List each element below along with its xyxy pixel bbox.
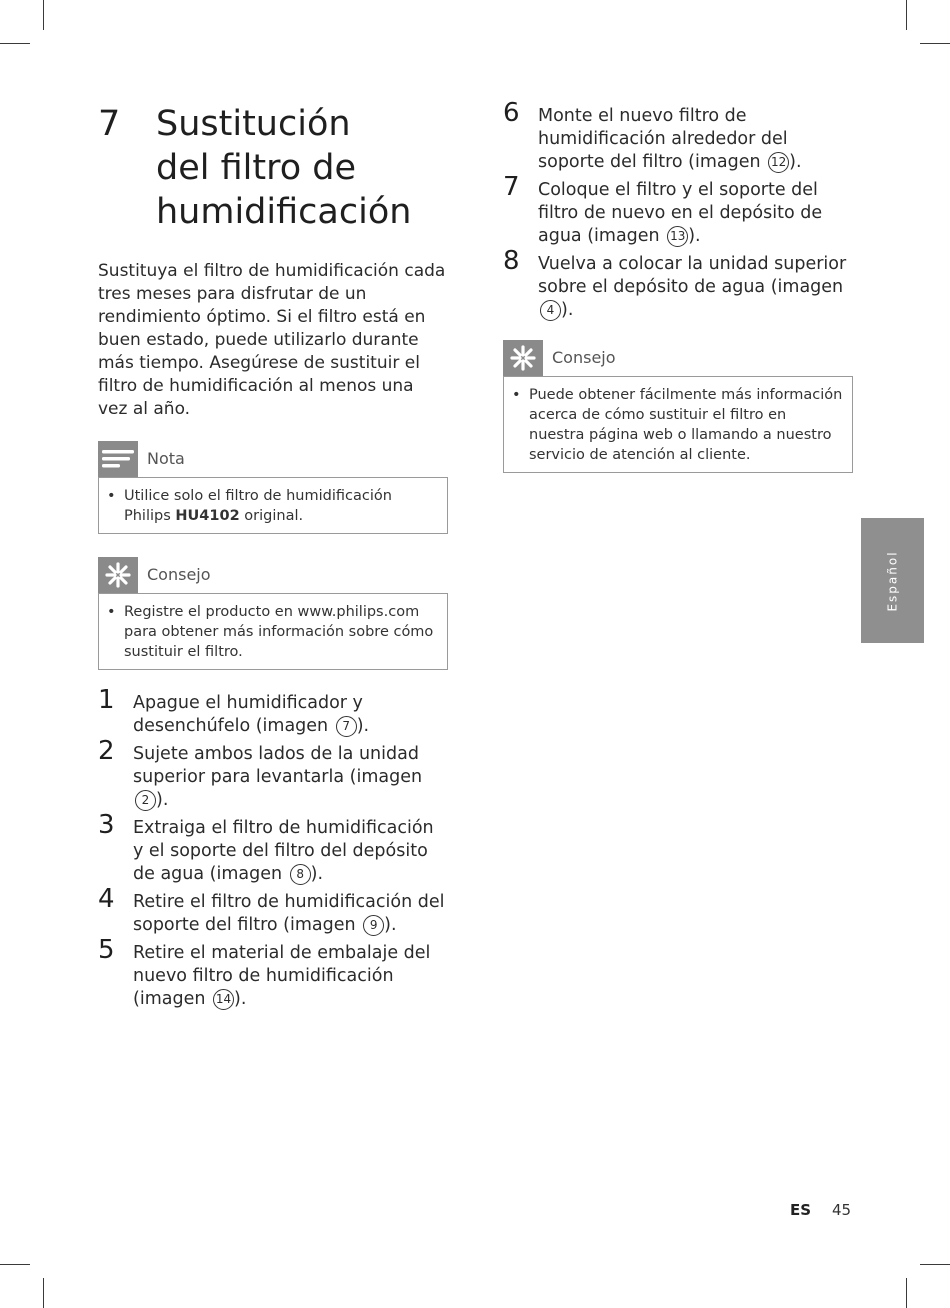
step-text-end: ). — [789, 152, 802, 172]
section-title — [156, 102, 456, 234]
note-title: Nota — [147, 449, 185, 468]
figure-ref-badge: 8 — [290, 864, 311, 885]
list-item — [107, 486, 439, 526]
section-number: 7 — [98, 104, 121, 144]
step-text-part: Sujete ambos lados de la unidad superior para levantarla (imagen — [133, 744, 423, 787]
list-item — [107, 602, 439, 662]
tip-asterisk-icon — [98, 557, 138, 593]
section-title-line: Sustitución — [156, 104, 351, 144]
bullet-dot: • — [107, 604, 116, 620]
crop-mark — [0, 1264, 30, 1265]
step-number: 3 — [98, 810, 115, 840]
tip-text: Puede obtener fácilmente más información acerca de cómo sustituir el filtro en nuestra página web o llamando a nuestro servicio de atención al cliente. — [529, 387, 843, 463]
section-title-line: del filtro de — [156, 148, 357, 188]
step-text — [133, 692, 448, 738]
step-item — [98, 685, 448, 738]
step-text — [133, 942, 448, 1011]
note-lines-icon — [98, 441, 138, 477]
note-box — [98, 441, 448, 534]
figure-ref-badge: 2 — [135, 790, 156, 811]
step-text-part: Retire el filtro de humidificación del soporte del filtro (imagen — [133, 892, 445, 935]
step-text-part: Monte el nuevo filtro de humidificación alrededor del soporte del filtro (imagen — [538, 106, 788, 172]
note-text-part: original. — [239, 508, 304, 524]
step-number: 8 — [503, 246, 520, 276]
step-text-part: Coloque el filtro y el soporte del filtro de nuevo en el depósito de agua (imagen — [538, 180, 823, 246]
step-text-part: Retire el material de embalaje del nuevo filtro de humidificación (imagen — [133, 943, 431, 1009]
language-side-tab — [861, 518, 924, 643]
step-text — [538, 253, 853, 322]
page-footer — [790, 1201, 860, 1219]
step-number: 2 — [98, 736, 115, 766]
step-text — [538, 105, 853, 174]
step-text — [133, 891, 448, 937]
section-heading — [98, 100, 448, 240]
steps-list-right — [503, 98, 853, 322]
step-text-end: ). — [688, 226, 701, 246]
step-text-end: ). — [561, 300, 574, 320]
step-item — [98, 884, 448, 937]
step-number: 5 — [98, 935, 115, 965]
bullet-dot: • — [107, 488, 116, 504]
crop-mark — [906, 0, 907, 30]
tip-body — [503, 376, 853, 473]
tip-header — [98, 557, 448, 593]
step-text-part: Apague el humidificador y desenchúfelo (imagen — [133, 693, 363, 736]
step-number: 7 — [503, 172, 520, 202]
section-title-line: humidificación — [156, 192, 412, 232]
step-number: 6 — [503, 98, 520, 128]
crop-mark — [43, 0, 44, 30]
step-text-end: ). — [234, 989, 247, 1009]
tip-text: Registre el producto en www.philips.com para obtener más información sobre cómo sustituir el filtro. — [124, 604, 434, 660]
page-number: 45 — [832, 1201, 852, 1219]
step-item — [503, 98, 853, 174]
step-number: 4 — [98, 884, 115, 914]
language-tab-label: Español — [885, 549, 900, 612]
step-item — [98, 810, 448, 886]
note-header — [98, 441, 448, 477]
crop-mark — [43, 1278, 44, 1308]
tip-header — [503, 340, 853, 376]
step-text — [133, 817, 448, 886]
step-text-end: ). — [356, 716, 370, 736]
left-column — [98, 100, 448, 1016]
tip-box — [98, 557, 448, 670]
figure-ref-badge: 13 — [667, 226, 688, 247]
step-text-part: Extraiga el filtro de humidificación y el soporte del filtro del depósito de agua (imagen — [133, 818, 434, 884]
tip-asterisk-icon — [503, 340, 543, 376]
figure-ref-badge: 12 — [768, 152, 789, 173]
tip-title: Consejo — [147, 565, 211, 584]
steps-list-left — [98, 685, 448, 1011]
step-item — [98, 736, 448, 812]
step-number: 1 — [98, 685, 115, 715]
figure-ref-badge: 9 — [363, 915, 384, 936]
tip-title: Consejo — [552, 348, 616, 367]
crop-mark — [920, 1264, 950, 1265]
list-item — [512, 385, 844, 465]
step-text-end: ). — [156, 790, 169, 810]
figure-ref-badge: 14 — [213, 989, 234, 1010]
step-text-end: ). — [310, 864, 324, 884]
tip-box — [503, 340, 853, 473]
tip-body — [98, 593, 448, 670]
note-text — [124, 486, 439, 526]
step-item — [503, 172, 853, 248]
step-item — [98, 935, 448, 1011]
language-code: ES — [790, 1201, 812, 1219]
crop-mark — [0, 43, 30, 44]
step-text-part: Vuelva a colocar la unidad superior sobre el depósito de agua (imagen — [538, 254, 847, 297]
step-text-end: ). — [384, 915, 397, 935]
bullet-dot: • — [512, 387, 521, 403]
crop-mark — [920, 43, 950, 44]
step-text — [133, 743, 448, 812]
model-number: HU4102 — [175, 508, 240, 524]
intro-paragraph: Sustituya el filtro de humidificación cada tres meses para disfrutar de un rendimiento óptimo. Si el filtro está en buen estado, puede utilizarlo durante más tiempo. Asegúrese de sustituir el filtro de humidificación al menos una vez al año. — [98, 261, 446, 419]
step-item — [503, 246, 853, 322]
crop-mark — [906, 1278, 907, 1308]
figure-ref-badge: 4 — [540, 300, 561, 321]
note-text-part: Utilice solo el filtro de humidificación Philips — [124, 488, 392, 524]
right-column — [503, 100, 853, 473]
note-body — [98, 477, 448, 534]
step-text — [538, 179, 853, 248]
figure-ref-badge: 7 — [336, 716, 357, 737]
